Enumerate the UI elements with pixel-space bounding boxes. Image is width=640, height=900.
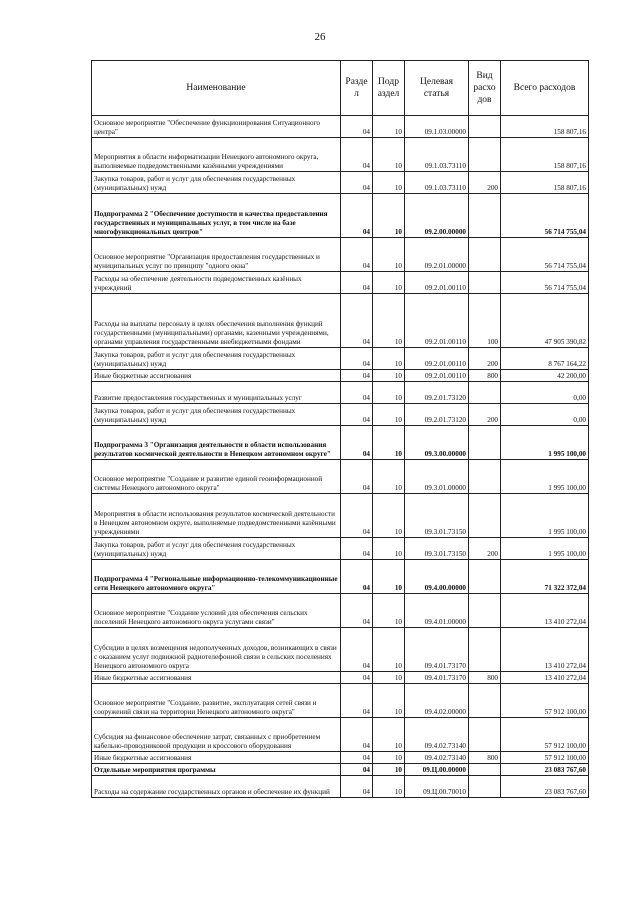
- row-section-cell: 04: [341, 684, 373, 718]
- row-section-cell: 04: [341, 238, 373, 272]
- table-row: [92, 752, 589, 764]
- row-total-cell: 158 807,16: [501, 172, 589, 194]
- table-row: [92, 776, 589, 798]
- budget-table: [91, 60, 589, 798]
- row-name-cell: Основное мероприятие "Создание условий для обеспечения сельских поселений Ненецкого автономного округа услугами связи": [92, 594, 341, 628]
- row-section-cell: 04: [341, 672, 373, 684]
- row-expense-type-cell: [469, 138, 501, 172]
- row-section-cell: 04: [341, 426, 373, 460]
- row-section-cell: 04: [341, 172, 373, 194]
- row-subsection-cell: 10: [373, 594, 405, 628]
- row-expense-type-cell: [469, 684, 501, 718]
- row-name-cell: Закупка товаров, работ и услуг для обеспечения государственных (муниципальных) нужд: [92, 404, 341, 426]
- row-article-cell: 09.2.01.73120: [405, 404, 469, 426]
- header-section: Разде л: [341, 61, 373, 116]
- row-expense-type-cell: [469, 494, 501, 538]
- row-article-cell: 09.3.01.73150: [405, 494, 469, 538]
- page-number: 26: [314, 31, 326, 43]
- row-total-cell: 8 767 164,22: [501, 348, 589, 370]
- row-expense-type-cell: 200: [469, 348, 501, 370]
- row-section-cell: 04: [341, 494, 373, 538]
- row-total-cell: 13 410 272,04: [501, 594, 589, 628]
- row-subsection-cell: 10: [373, 718, 405, 752]
- row-expense-type-cell: [469, 460, 501, 494]
- row-article-cell: 09.4.00.00000: [405, 560, 469, 594]
- row-subsection-cell: 10: [373, 494, 405, 538]
- table-row: [92, 764, 589, 776]
- row-total-cell: 1 995 100,00: [501, 494, 589, 538]
- row-subsection-cell: 10: [373, 764, 405, 776]
- row-total-cell: 0,00: [501, 404, 589, 426]
- table-row: [92, 538, 589, 560]
- row-subsection-cell: 10: [373, 560, 405, 594]
- row-expense-type-cell: 800: [469, 752, 501, 764]
- row-total-cell: 158 807,16: [501, 116, 589, 138]
- row-article-cell: 09.2.01.00110: [405, 348, 469, 370]
- row-article-cell: 09.4.01.73170: [405, 628, 469, 672]
- row-subsection-cell: 10: [373, 672, 405, 684]
- row-name-cell: Расходы на содержание государственных органов и обеспечение их функций: [92, 776, 341, 798]
- row-total-cell: 0,00: [501, 382, 589, 404]
- row-subsection-cell: 10: [373, 116, 405, 138]
- row-expense-type-cell: 200: [469, 538, 501, 560]
- row-subsection-cell: 10: [373, 272, 405, 294]
- row-expense-type-cell: 200: [469, 172, 501, 194]
- row-expense-type-cell: 200: [469, 404, 501, 426]
- row-subsection-cell: 10: [373, 238, 405, 272]
- header-total: Всего расходов: [501, 61, 589, 116]
- row-section-cell: 04: [341, 194, 373, 238]
- table-row: [92, 348, 589, 370]
- row-subsection-cell: 10: [373, 370, 405, 382]
- row-section-cell: 04: [341, 116, 373, 138]
- row-article-cell: 09.1.03.73110: [405, 172, 469, 194]
- row-section-cell: 04: [341, 294, 373, 348]
- row-name-cell: Мероприятия в области использования результатов космической деятельности в Ненецком автономном округе, выполняемые подведомственными казёнными учреждениями: [92, 494, 341, 538]
- row-subsection-cell: 10: [373, 684, 405, 718]
- row-section-cell: 04: [341, 560, 373, 594]
- row-expense-type-cell: [469, 594, 501, 628]
- header-subsection: Подр аздел: [373, 61, 405, 116]
- row-subsection-cell: 10: [373, 460, 405, 494]
- table-row: [92, 294, 589, 348]
- row-total-cell: 47 905 390,82: [501, 294, 589, 348]
- table-row: [92, 560, 589, 594]
- row-section-cell: 04: [341, 594, 373, 628]
- row-section-cell: 04: [341, 370, 373, 382]
- row-section-cell: 04: [341, 382, 373, 404]
- header-article: Целевая статья: [405, 61, 469, 116]
- row-section-cell: 04: [341, 460, 373, 494]
- row-subsection-cell: 10: [373, 752, 405, 764]
- row-name-cell: Основное мероприятие "Создание и развитие единой геоинформационной системы Ненецкого автономного округа": [92, 460, 341, 494]
- row-article-cell: 09.3.01.73150: [405, 538, 469, 560]
- row-section-cell: 04: [341, 404, 373, 426]
- row-name-cell: Подпрограмма 4 "Региональные информационно-телекоммуникационные сети Ненецкого автономного округа": [92, 560, 341, 594]
- row-name-cell: Закупка товаров, работ и услуг для обеспечения государственных (муниципальных) нужд: [92, 348, 341, 370]
- row-total-cell: 1 995 100,00: [501, 426, 589, 460]
- row-article-cell: 09.1.03.00000: [405, 116, 469, 138]
- table-row: [92, 404, 589, 426]
- row-total-cell: 1 995 100,00: [501, 538, 589, 560]
- table-row: [92, 382, 589, 404]
- row-name-cell: Мероприятия в области информатизации Ненецкого автономного округа, выполняемые подведомственными казёнными учреждениями: [92, 138, 341, 172]
- row-article-cell: 09.2.01.00110: [405, 294, 469, 348]
- row-article-cell: 09.2.01.00110: [405, 272, 469, 294]
- row-name-cell: Расходы на обеспечение деятельности подведомственных казённых учреждений: [92, 272, 341, 294]
- row-article-cell: 09.3.01.00000: [405, 460, 469, 494]
- row-section-cell: 04: [341, 764, 373, 776]
- row-total-cell: 57 912 100,00: [501, 752, 589, 764]
- row-article-cell: 09.2.01.00110: [405, 370, 469, 382]
- row-name-cell: Подпрограмма 3 "Организация деятельности в области использования результатов космической деятельности в Ненецком автономном округе": [92, 426, 341, 460]
- row-subsection-cell: 10: [373, 138, 405, 172]
- header-name: Наименование: [92, 61, 341, 116]
- row-section-cell: 04: [341, 348, 373, 370]
- row-article-cell: 09.4.02.73140: [405, 718, 469, 752]
- table-row: [92, 272, 589, 294]
- row-name-cell: Отдельные мероприятия программы: [92, 764, 341, 776]
- row-article-cell: 09.4.02.00000: [405, 684, 469, 718]
- row-name-cell: Иные бюджетные ассигнования: [92, 752, 341, 764]
- row-name-cell: Закупка товаров, работ и услуг для обеспечения государственных (муниципальных) нужд: [92, 172, 341, 194]
- row-expense-type-cell: 100: [469, 294, 501, 348]
- table-row: [92, 672, 589, 684]
- row-subsection-cell: 10: [373, 172, 405, 194]
- row-subsection-cell: 10: [373, 426, 405, 460]
- table-row: [92, 426, 589, 460]
- row-name-cell: Основное мероприятие "Создание, развитие, эксплуатация сетей связи и сооружений связи на территории Ненецкого автономного округа": [92, 684, 341, 718]
- row-subsection-cell: 10: [373, 404, 405, 426]
- row-subsection-cell: 10: [373, 348, 405, 370]
- row-expense-type-cell: [469, 382, 501, 404]
- row-expense-type-cell: 800: [469, 672, 501, 684]
- row-expense-type-cell: [469, 426, 501, 460]
- row-article-cell: 09.3.00.00000: [405, 426, 469, 460]
- row-total-cell: 56 714 755,04: [501, 272, 589, 294]
- row-total-cell: 42 200,00: [501, 370, 589, 382]
- row-expense-type-cell: [469, 718, 501, 752]
- table-row: [92, 684, 589, 718]
- row-total-cell: 1 995 100,00: [501, 460, 589, 494]
- row-subsection-cell: 10: [373, 776, 405, 798]
- row-article-cell: 09.4.02.73140: [405, 752, 469, 764]
- row-subsection-cell: 10: [373, 382, 405, 404]
- row-total-cell: 13 410 272,04: [501, 672, 589, 684]
- table-row: [92, 460, 589, 494]
- row-subsection-cell: 10: [373, 538, 405, 560]
- row-expense-type-cell: [469, 272, 501, 294]
- row-expense-type-cell: [469, 238, 501, 272]
- row-article-cell: 09.Ц.00.00000: [405, 764, 469, 776]
- row-subsection-cell: 10: [373, 194, 405, 238]
- row-article-cell: 09.2.01.00000: [405, 238, 469, 272]
- row-total-cell: 158 807,16: [501, 138, 589, 172]
- row-total-cell: 23 083 767,60: [501, 776, 589, 798]
- table-row: [92, 138, 589, 172]
- row-name-cell: Подпрограмма 2 "Обеспечение доступности и качества предоставления государственных и муниципальных услуг, в том числе на базе многофункциональных центров": [92, 194, 341, 238]
- row-expense-type-cell: [469, 764, 501, 776]
- header-expense-type: Вид расхо дов: [469, 61, 501, 116]
- row-expense-type-cell: [469, 194, 501, 238]
- row-section-cell: 04: [341, 752, 373, 764]
- row-section-cell: 04: [341, 776, 373, 798]
- table-row: [92, 594, 589, 628]
- table-row: [92, 172, 589, 194]
- row-article-cell: 09.Ц.00.70010: [405, 776, 469, 798]
- row-section-cell: 04: [341, 538, 373, 560]
- row-section-cell: 04: [341, 138, 373, 172]
- table-header-row: [92, 61, 589, 116]
- row-subsection-cell: 10: [373, 628, 405, 672]
- table-row: [92, 628, 589, 672]
- row-subsection-cell: 10: [373, 294, 405, 348]
- table-row: [92, 116, 589, 138]
- row-total-cell: 56 714 755,04: [501, 194, 589, 238]
- row-name-cell: Основное мероприятие "Обеспечение функционирования Ситуационного центра": [92, 116, 341, 138]
- row-total-cell: 23 083 767,60: [501, 764, 589, 776]
- row-expense-type-cell: [469, 116, 501, 138]
- table-row: [92, 238, 589, 272]
- row-total-cell: 56 714 755,04: [501, 238, 589, 272]
- row-total-cell: 71 322 372,04: [501, 560, 589, 594]
- row-name-cell: Иные бюджетные ассигнования: [92, 370, 341, 382]
- row-expense-type-cell: 800: [469, 370, 501, 382]
- row-name-cell: Расходы на выплаты персоналу в целях обеспечения выполнения функций государственными (муниципальными) органами, казенными учреждениями, органами управления государственными внебюджетными фондами: [92, 294, 341, 348]
- row-article-cell: 09.4.01.00000: [405, 594, 469, 628]
- row-name-cell: Субсидия на финансовое обеспечение затрат, связанных с приобретением кабельно-проводниковой продукции и кроссового оборудования: [92, 718, 341, 752]
- row-name-cell: Иные бюджетные ассигнования: [92, 672, 341, 684]
- row-article-cell: 09.2.00.00000: [405, 194, 469, 238]
- row-section-cell: 04: [341, 718, 373, 752]
- row-article-cell: 09.2.01.73120: [405, 382, 469, 404]
- row-name-cell: Закупка товаров, работ и услуг для обеспечения государственных (муниципальных) нужд: [92, 538, 341, 560]
- table-row: [92, 718, 589, 752]
- row-section-cell: 04: [341, 628, 373, 672]
- row-section-cell: 04: [341, 272, 373, 294]
- row-name-cell: Развитие предоставления государственных и муниципальных услуг: [92, 382, 341, 404]
- row-name-cell: Основное мероприятие "Организация предоставления государственных и муниципальных услуг по принципу "одного окна": [92, 238, 341, 272]
- table-row: [92, 370, 589, 382]
- row-name-cell: Субсидии в целях возмещения недополученных доходов, возникающих в связи с оказанием услуг подвижной радиотелефонной связи в сельских поселениях Ненецкого автономного округа: [92, 628, 341, 672]
- table-row: [92, 494, 589, 538]
- row-expense-type-cell: [469, 560, 501, 594]
- row-total-cell: 13 410 272,04: [501, 628, 589, 672]
- row-total-cell: 57 912 100,00: [501, 684, 589, 718]
- row-total-cell: 57 912 100,00: [501, 718, 589, 752]
- row-expense-type-cell: [469, 776, 501, 798]
- row-article-cell: 09.1.03.73110: [405, 138, 469, 172]
- table-row: [92, 194, 589, 238]
- row-article-cell: 09.4.01.73170: [405, 672, 469, 684]
- row-expense-type-cell: [469, 628, 501, 672]
